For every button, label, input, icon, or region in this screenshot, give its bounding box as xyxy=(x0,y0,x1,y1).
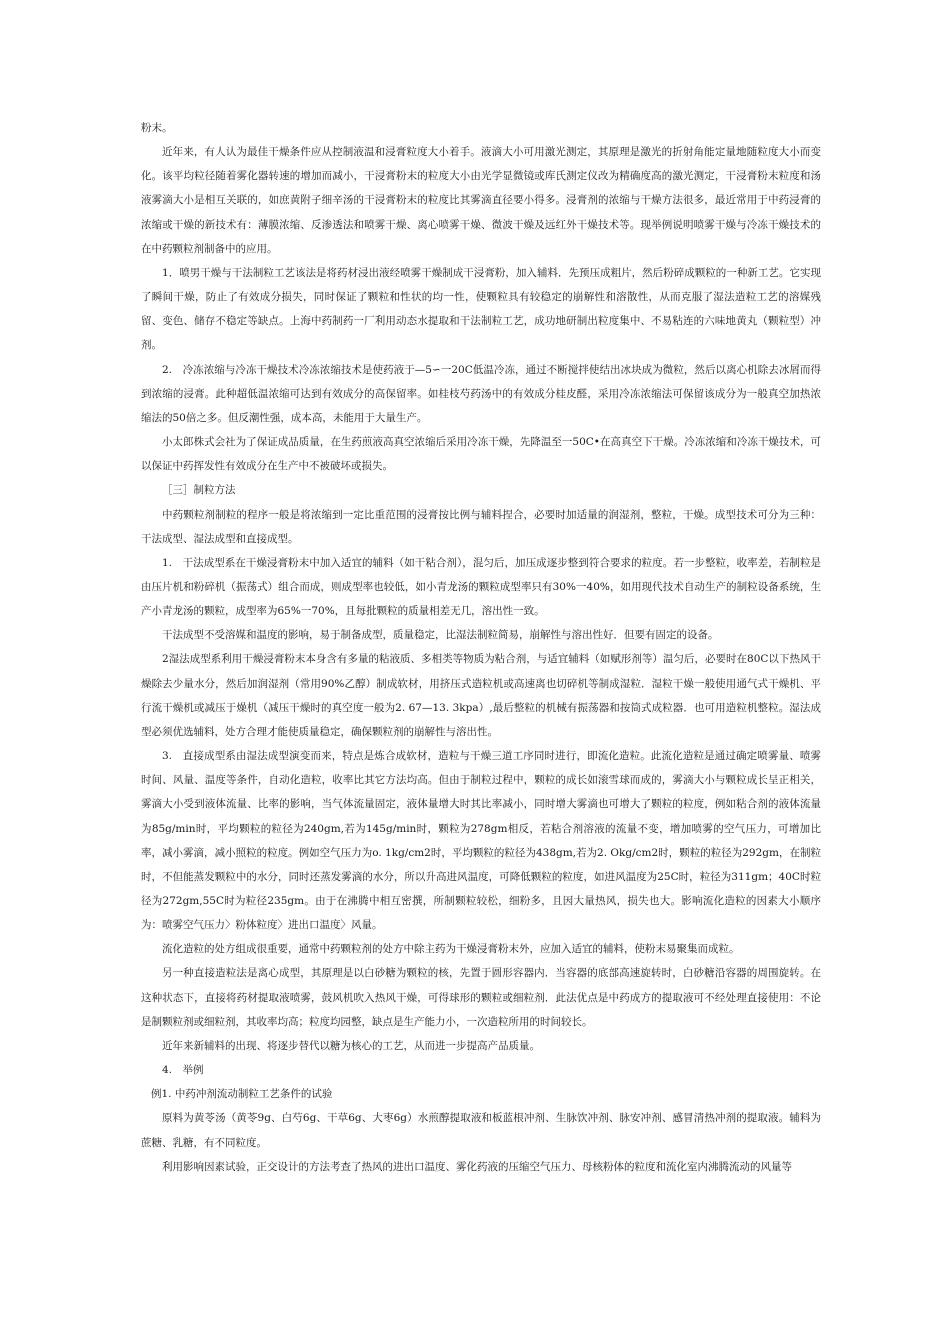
example-heading: 例1. 中药冲剂流动制粒工艺条件的试验 xyxy=(151,1088,333,1101)
paragraph: 1．喷男干燥与干法制粒工艺该法是将药材浸出液经喷雾干燥制成干浸膏粉，加入辅料．先预压成粗片，然后粉碎成颗粒的一种新工艺。它实现了瞬间干燥，防止了有效成分损失，同时保证了颗粒和性状的均一性，使颗粒具有较稳定的崩解性和溶散性，从而克服了湿法造粒工艺的溶媒残留、变色、储存不稳定等缺点。上海中药制药一厂利用动态水提取和干法制粒工艺，成功地研制出粒度集中、不易粘连的六味地黄丸（颗粒型）冲剂。 xyxy=(141,266,821,352)
paragraph: 近年来，有人认为最佳干燥条件应从控制液温和浸膏粒度大小着手。液滴大小可用激光测定，其原理是激光的折射角能定量地随粒度大小而变化。该平均粒径随着雾化器转速的增加而减小，干浸膏粉末的粒度大小由光学显微镜或库氏测定仪改为精确度高的激光测定，干浸膏粉末粒度和汤液雾滴大小是相互关联的，如庶黄附子细辛汤的干浸膏粉末的粒度比其雾滴直径要小得多。浸膏剂的浓缩与干燥方法很多，最近常用于中药浸膏的浓缩或干燥的新技术有：薄膜浓缩、反渗透法和喷雾干燥、离心喷雾干燥、微波干燥及远红外干燥技术等。现举例说明喷雾干燥与冷冻干燥技术的在中药颗粒剂制备中的应用。 xyxy=(141,146,821,255)
paragraph: 干法成型不受溶媒和温度的影响，易于制备成型，质量稳定，比湿法制粒简易，崩解性与溶出性好．但要有固定的设备。 xyxy=(162,629,719,642)
paragraph: 3. 直接成型系由湿法成型演变而来，特点是炼合成软材，造粒与干燥三道工序同时进行，即流化造粒。此流化造粒是通过确定喷雾量、喷雾时间、风量、温度等条件，自动化造粒，收率比其它方法均高。但由于制粒过程中，颗粒的成长如滚雪球而成的，雾滴大小与颗粒成长呈正相关，雾滴大小受到液体流量、比率的影响，当气体流量固定，液体量增大时其比率减小，同时增大雾滴也可增大了颗粒的粒度，例如粘合剂的液体流量为85g/min时，平均颗粒的粒径为240gm,若为145g/min时，颗粒为278gm相反，若粘合剂溶液的流量不变，增加喷雾的空气压力，可增加比率，减小雾滴，减小照粒的粒度。例如空气压力为o. 1kg/cm2时，平均颗粒的粒径为438gm,若为2. Okg/cm2时，颗粒的粒径为292gm，在制粒时，不但能蒸发颗粒中的水分，同时还蒸发雾滴的水分，所以升高进风温度，可降低颗粒的粒度，如进风温度为25C时，粒径为311gm；40C时粒径为272gm,55C时为粒径235gm。由于在沸腾中相互密撰，所制颗粒较松，细粉多，且因大量热风，损失也大。影响流化造粒的因素大小顺序为：喷雾空气压力〉粉体粒度〉进出口温度〉风量。 xyxy=(141,750,821,932)
paragraph: 中药颗粒剂制粒的程序一般是将浓缩到一定比重范围的浸膏按比例与辅料捏合，必要时加适量的润湿剂，整粒，干燥。成型技术可分为三种：干法成型、湿法成型和直接成型。 xyxy=(141,508,821,545)
document-body xyxy=(141,116,821,1179)
paragraph: 2. 冷冻浓缩与冷冻干燥技术冷冻浓缩技术是使药液于—5∽一20C低温冷冻，通过不断搅拌使结出冰块成为微粒，然后以离心机除去冰屑而得到浓缩的浸膏。此种超低温浓缩可达到有效成分的高保留率。如桂枝芍药汤中的有效成分桂皮醛，采用冷冻浓缩法可保留该成分为一般真空加热浓缩法的50倍之多。但反潮性强，成本高，未能用于大量生产。 xyxy=(141,363,821,424)
paragraph: 利用影响因素试验，正交设计的方法考查了热风的进出口温度、雾化药液的压缩空气压力、母核粉体的粒度和流化室内沸腾流动的风量等 xyxy=(162,1160,792,1173)
paragraph: 小太郎株式会社为了保证成品质量，在生药煎液高真空浓缩后采用冷冻干燥，先降温至一50C•在高真空下干燥。冷冻浓缩和冷冻干燥技术，可以保证中药挥发性有效成分在生产中不被破坏或损失。 xyxy=(141,436,821,473)
paragraph: 近年来新辅料的出现、将逐步替代以糖为核心的工艺，从而进一步提高产品质量。 xyxy=(162,1039,540,1052)
paragraph: 4. 举例 xyxy=(162,1064,204,1077)
paragraph: 1. 干法成型系在干燥浸膏粉末中加入适宜的辅料（如干粘合剂），混匀后，加压成逐步整到符合要求的粒度。若一步整粒，收率差，若制粒是由压片机和粉碎机（振荡式）组合而成，则成型率也较低，如小青龙汤的颗粒成型率只有30%一40%，如用现代技术自动生产的制粒设备系统，生产小青龙汤的颗粒，成型率为65%一70%，且每批颗粒的质量相差无几，溶出性一致。 xyxy=(141,556,821,618)
paragraph: 另一种直接造粒法是离心成型，其原理是以白砂糖为颗粒的核，先置于圆形容器内．当容器的底部高速旋转时，白砂糖沿容器的周围旋转。在这种状态下，直接将药材提取液喷雾，鼓风机吹入热风干燥，可得球形的颗粒或细粒剂．此法优点是中药成方的提取液可不经处理直接使用：不论是制颗粒剂或细粒剂，其收率均高；粒度均园整，缺点是生产能力小，一次造粒所用的时间较长。 xyxy=(141,967,821,1028)
paragraph: 粉末。 xyxy=(141,122,173,134)
paragraph: 流化造粒的处方组成很重要，通常中药颗粒剂的处方中除主药为干燥浸膏粉末外，应加入适宜的辅料，使粉末易聚集而成粒。 xyxy=(162,943,740,956)
paragraph: 原料为黄苓汤（黄苓9g、白芍6g、干草6g、大枣6g）水煎醇提取液和板蓝根冲剂、生脉饮冲剂、脉安冲剂、感冒清热冲剂的提取液。辅料为蔗糖、乳糖，有不同粒度。 xyxy=(141,1112,821,1149)
section-heading: ［三］制粒方法 xyxy=(162,484,236,497)
paragraph: 2湿法成型系利用干燥浸膏粉末本身含有多量的粘液质、多相类等物质为粘合剂，与适宜辅料（如赋形剂等）温匀后，必要时在80C以下热风干燥除去少量水分，然后加润湿剂（常用90%乙醇）制成软材，用挤压式造粒机或高速离也切碎机等制成湿粒．湿粒干燥一般使用通气式干燥机、平行流干燥机或减压于燥机（减压干燥时的真空度一般为2. 67—13. 3kpa）,最后整粒的机械有振荡器和按筒式成粒器．也可用造粒机整粒。湿法成型必须优选辅料，处方合理才能使质量稳定，确保颗粒剂的崩解性与溶出性。 xyxy=(141,653,821,738)
